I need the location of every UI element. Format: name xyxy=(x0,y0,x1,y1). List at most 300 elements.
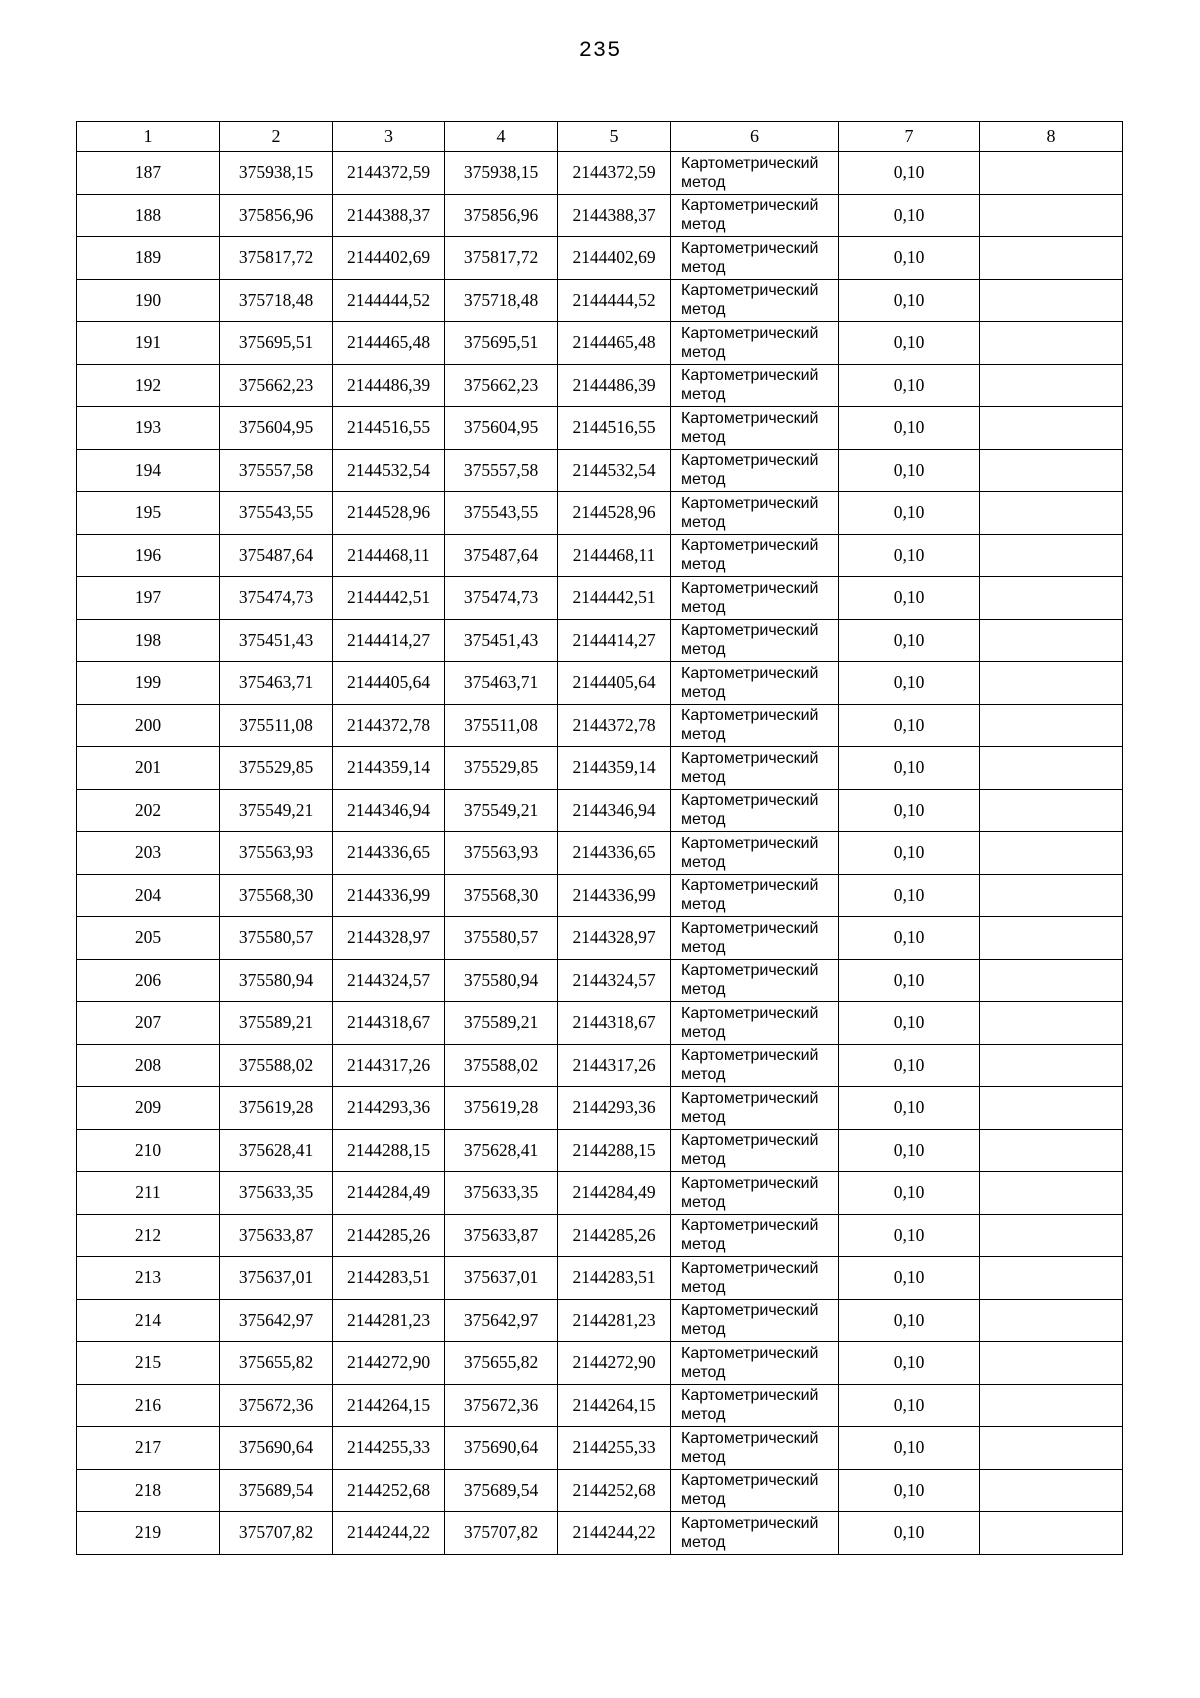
x-coordinate-cell: 375938,15 xyxy=(445,152,558,195)
method-line: Картометрический xyxy=(681,1514,819,1532)
accuracy-cell: 0,10 xyxy=(839,917,980,960)
y-coordinate-cell: 2144336,99 xyxy=(333,874,445,917)
table-row xyxy=(77,959,1123,1002)
empty-cell xyxy=(980,237,1123,280)
x-coordinate-cell: 375619,28 xyxy=(220,1087,333,1130)
x-coordinate-cell: 375637,01 xyxy=(445,1257,558,1300)
x-coordinate-cell: 375662,23 xyxy=(220,364,333,407)
method-line: Картометрический xyxy=(681,154,819,172)
method-line: Картометрический xyxy=(681,962,819,980)
x-coordinate-cell: 375707,82 xyxy=(220,1512,333,1555)
method-line: метод xyxy=(681,556,726,574)
table-row xyxy=(77,1257,1123,1300)
x-coordinate-cell: 375856,96 xyxy=(220,194,333,237)
point-number-cell: 217 xyxy=(77,1427,220,1470)
y-coordinate-cell: 2144468,11 xyxy=(333,534,445,577)
y-coordinate-cell: 2144528,96 xyxy=(558,492,671,535)
x-coordinate-cell: 375662,23 xyxy=(445,364,558,407)
method-line: метод xyxy=(681,683,726,701)
column-header: 3 xyxy=(333,122,445,152)
method-line: Картометрический xyxy=(681,664,819,682)
method-line: метод xyxy=(681,1491,726,1509)
x-coordinate-cell: 375817,72 xyxy=(220,237,333,280)
accuracy-cell: 0,10 xyxy=(839,704,980,747)
method-line: Картометрический xyxy=(681,1472,819,1490)
method-cell xyxy=(671,747,839,790)
method-cell xyxy=(671,1087,839,1130)
accuracy-cell: 0,10 xyxy=(839,1172,980,1215)
y-coordinate-cell: 2144318,67 xyxy=(333,1002,445,1045)
point-number-cell: 198 xyxy=(77,619,220,662)
point-number-cell: 219 xyxy=(77,1512,220,1555)
y-coordinate-cell: 2144388,37 xyxy=(558,194,671,237)
x-coordinate-cell: 375529,85 xyxy=(220,747,333,790)
coordinates-table xyxy=(76,121,1123,1555)
accuracy-cell: 0,10 xyxy=(839,959,980,1002)
x-coordinate-cell: 375474,73 xyxy=(445,577,558,620)
y-coordinate-cell: 2144288,15 xyxy=(333,1129,445,1172)
empty-cell xyxy=(980,449,1123,492)
x-coordinate-cell: 375549,21 xyxy=(220,789,333,832)
y-coordinate-cell: 2144293,36 xyxy=(333,1087,445,1130)
method-cell xyxy=(671,874,839,917)
empty-cell xyxy=(980,1087,1123,1130)
method-line: Картометрический xyxy=(681,834,819,852)
point-number-cell: 200 xyxy=(77,704,220,747)
point-number-cell: 193 xyxy=(77,407,220,450)
x-coordinate-cell: 375487,64 xyxy=(220,534,333,577)
y-coordinate-cell: 2144285,26 xyxy=(333,1214,445,1257)
accuracy-cell: 0,10 xyxy=(839,789,980,832)
x-coordinate-cell: 375695,51 xyxy=(220,322,333,365)
y-coordinate-cell: 2144516,55 xyxy=(333,407,445,450)
method-line: Картометрический xyxy=(681,1217,819,1235)
empty-cell xyxy=(980,1214,1123,1257)
method-cell xyxy=(671,577,839,620)
method-line: метод xyxy=(681,1533,726,1551)
x-coordinate-cell: 375563,93 xyxy=(220,832,333,875)
empty-cell xyxy=(980,1172,1123,1215)
empty-cell xyxy=(980,1129,1123,1172)
method-line: метод xyxy=(681,1193,726,1211)
y-coordinate-cell: 2144405,64 xyxy=(558,662,671,705)
y-coordinate-cell: 2144244,22 xyxy=(558,1512,671,1555)
method-cell xyxy=(671,152,839,195)
table-row xyxy=(77,407,1123,450)
y-coordinate-cell: 2144328,97 xyxy=(333,917,445,960)
x-coordinate-cell: 375655,82 xyxy=(220,1342,333,1385)
method-line: Картометрический xyxy=(681,494,819,512)
x-coordinate-cell: 375938,15 xyxy=(220,152,333,195)
method-cell xyxy=(671,1257,839,1300)
x-coordinate-cell: 375633,87 xyxy=(445,1214,558,1257)
y-coordinate-cell: 2144284,49 xyxy=(333,1172,445,1215)
x-coordinate-cell: 375672,36 xyxy=(445,1384,558,1427)
y-coordinate-cell: 2144283,51 xyxy=(333,1257,445,1300)
x-coordinate-cell: 375568,30 xyxy=(445,874,558,917)
x-coordinate-cell: 375463,71 xyxy=(220,662,333,705)
method-cell xyxy=(671,662,839,705)
point-number-cell: 209 xyxy=(77,1087,220,1130)
x-coordinate-cell: 375563,93 xyxy=(445,832,558,875)
x-coordinate-cell: 375655,82 xyxy=(445,1342,558,1385)
accuracy-cell: 0,10 xyxy=(839,237,980,280)
column-header: 2 xyxy=(220,122,333,152)
y-coordinate-cell: 2144272,90 xyxy=(558,1342,671,1385)
y-coordinate-cell: 2144328,97 xyxy=(558,917,671,960)
accuracy-cell: 0,10 xyxy=(839,407,980,450)
table-row xyxy=(77,1512,1123,1555)
empty-cell xyxy=(980,619,1123,662)
column-header: 4 xyxy=(445,122,558,152)
empty-cell xyxy=(980,1342,1123,1385)
empty-cell xyxy=(980,1512,1123,1555)
x-coordinate-cell: 375817,72 xyxy=(445,237,558,280)
method-cell xyxy=(671,959,839,1002)
point-number-cell: 194 xyxy=(77,449,220,492)
y-coordinate-cell: 2144414,27 xyxy=(558,619,671,662)
page-number: 235 xyxy=(578,38,622,63)
method-line: Картометрический xyxy=(681,792,819,810)
x-coordinate-cell: 375487,64 xyxy=(445,534,558,577)
empty-cell xyxy=(980,534,1123,577)
x-coordinate-cell: 375589,21 xyxy=(220,1002,333,1045)
method-line: метод xyxy=(681,811,726,829)
table-body xyxy=(77,152,1123,1555)
method-cell xyxy=(671,194,839,237)
method-line: метод xyxy=(681,343,726,361)
point-number-cell: 192 xyxy=(77,364,220,407)
column-header: 7 xyxy=(839,122,980,152)
point-number-cell: 201 xyxy=(77,747,220,790)
method-cell xyxy=(671,1512,839,1555)
method-line: Картометрический xyxy=(681,1004,819,1022)
y-coordinate-cell: 2144281,23 xyxy=(333,1299,445,1342)
empty-cell xyxy=(980,194,1123,237)
y-coordinate-cell: 2144283,51 xyxy=(558,1257,671,1300)
y-coordinate-cell: 2144532,54 xyxy=(333,449,445,492)
x-coordinate-cell: 375580,57 xyxy=(220,917,333,960)
point-number-cell: 212 xyxy=(77,1214,220,1257)
point-number-cell: 211 xyxy=(77,1172,220,1215)
method-cell xyxy=(671,1427,839,1470)
method-cell xyxy=(671,1172,839,1215)
y-coordinate-cell: 2144528,96 xyxy=(333,492,445,535)
method-line: метод xyxy=(681,1363,726,1381)
accuracy-cell: 0,10 xyxy=(839,1214,980,1257)
y-coordinate-cell: 2144372,59 xyxy=(558,152,671,195)
y-coordinate-cell: 2144465,48 xyxy=(558,322,671,365)
point-number-cell: 197 xyxy=(77,577,220,620)
x-coordinate-cell: 375588,02 xyxy=(445,1044,558,1087)
method-line: метод xyxy=(681,1278,726,1296)
empty-cell xyxy=(980,407,1123,450)
method-line: метод xyxy=(681,1236,726,1254)
table-row xyxy=(77,152,1123,195)
method-line: Картометрический xyxy=(681,1132,819,1150)
column-header: 1 xyxy=(77,122,220,152)
x-coordinate-cell: 375511,08 xyxy=(445,704,558,747)
method-line: метод xyxy=(681,258,726,276)
x-coordinate-cell: 375463,71 xyxy=(445,662,558,705)
x-coordinate-cell: 375718,48 xyxy=(220,279,333,322)
table-row xyxy=(77,789,1123,832)
method-line: Картометрический xyxy=(681,877,819,895)
x-coordinate-cell: 375474,73 xyxy=(220,577,333,620)
method-cell xyxy=(671,704,839,747)
y-coordinate-cell: 2144414,27 xyxy=(333,619,445,662)
empty-cell xyxy=(980,832,1123,875)
method-line: метод xyxy=(681,1066,726,1084)
y-coordinate-cell: 2144264,15 xyxy=(333,1384,445,1427)
x-coordinate-cell: 375543,55 xyxy=(220,492,333,535)
accuracy-cell: 0,10 xyxy=(839,364,980,407)
empty-cell xyxy=(980,152,1123,195)
method-cell xyxy=(671,534,839,577)
y-coordinate-cell: 2144402,69 xyxy=(558,237,671,280)
y-coordinate-cell: 2144317,26 xyxy=(333,1044,445,1087)
method-cell xyxy=(671,789,839,832)
y-coordinate-cell: 2144468,11 xyxy=(558,534,671,577)
accuracy-cell: 0,10 xyxy=(839,1002,980,1045)
accuracy-cell: 0,10 xyxy=(839,832,980,875)
method-line: Картометрический xyxy=(681,919,819,937)
table-row xyxy=(77,237,1123,280)
method-cell xyxy=(671,1214,839,1257)
x-coordinate-cell: 375689,54 xyxy=(220,1469,333,1512)
method-line: Картометрический xyxy=(681,1174,819,1192)
y-coordinate-cell: 2144272,90 xyxy=(333,1342,445,1385)
method-line: Картометрический xyxy=(681,1344,819,1362)
empty-cell xyxy=(980,279,1123,322)
y-coordinate-cell: 2144516,55 xyxy=(558,407,671,450)
accuracy-cell: 0,10 xyxy=(839,747,980,790)
y-coordinate-cell: 2144255,33 xyxy=(333,1427,445,1470)
y-coordinate-cell: 2144324,57 xyxy=(558,959,671,1002)
x-coordinate-cell: 375642,97 xyxy=(445,1299,558,1342)
y-coordinate-cell: 2144346,94 xyxy=(558,789,671,832)
y-coordinate-cell: 2144288,15 xyxy=(558,1129,671,1172)
method-cell xyxy=(671,1299,839,1342)
table-row xyxy=(77,747,1123,790)
method-cell xyxy=(671,322,839,365)
method-cell xyxy=(671,364,839,407)
accuracy-cell: 0,10 xyxy=(839,152,980,195)
y-coordinate-cell: 2144372,78 xyxy=(333,704,445,747)
x-coordinate-cell: 375588,02 xyxy=(220,1044,333,1087)
table-header-row xyxy=(77,122,1123,152)
table-row xyxy=(77,577,1123,620)
y-coordinate-cell: 2144252,68 xyxy=(333,1469,445,1512)
y-coordinate-cell: 2144336,65 xyxy=(558,832,671,875)
y-coordinate-cell: 2144442,51 xyxy=(558,577,671,620)
y-coordinate-cell: 2144346,94 xyxy=(333,789,445,832)
x-coordinate-cell: 375580,57 xyxy=(445,917,558,960)
y-coordinate-cell: 2144324,57 xyxy=(333,959,445,1002)
empty-cell xyxy=(980,1469,1123,1512)
table-row xyxy=(77,1214,1123,1257)
empty-cell xyxy=(980,789,1123,832)
method-line: метод xyxy=(681,1448,726,1466)
accuracy-cell: 0,10 xyxy=(839,1044,980,1087)
table-row xyxy=(77,1044,1123,1087)
empty-cell xyxy=(980,492,1123,535)
table-row xyxy=(77,1427,1123,1470)
method-line: метод xyxy=(681,938,726,956)
point-number-cell: 199 xyxy=(77,662,220,705)
x-coordinate-cell: 375690,64 xyxy=(220,1427,333,1470)
column-header: 6 xyxy=(671,122,839,152)
table-row xyxy=(77,1129,1123,1172)
method-line: метод xyxy=(681,1151,726,1169)
empty-cell xyxy=(980,704,1123,747)
y-coordinate-cell: 2144402,69 xyxy=(333,237,445,280)
point-number-cell: 204 xyxy=(77,874,220,917)
x-coordinate-cell: 375642,97 xyxy=(220,1299,333,1342)
method-line: Картометрический xyxy=(681,282,819,300)
method-line: Картометрический xyxy=(681,409,819,427)
method-line: метод xyxy=(681,896,726,914)
x-coordinate-cell: 375672,36 xyxy=(220,1384,333,1427)
method-line: Картометрический xyxy=(681,1302,819,1320)
accuracy-cell: 0,10 xyxy=(839,322,980,365)
x-coordinate-cell: 375633,35 xyxy=(445,1172,558,1215)
y-coordinate-cell: 2144465,48 xyxy=(333,322,445,365)
empty-cell xyxy=(980,917,1123,960)
method-cell xyxy=(671,619,839,662)
x-coordinate-cell: 375511,08 xyxy=(220,704,333,747)
y-coordinate-cell: 2144444,52 xyxy=(558,279,671,322)
empty-cell xyxy=(980,1299,1123,1342)
empty-cell xyxy=(980,364,1123,407)
method-line: метод xyxy=(681,768,726,786)
table-row xyxy=(77,492,1123,535)
accuracy-cell: 0,10 xyxy=(839,662,980,705)
x-coordinate-cell: 375619,28 xyxy=(445,1087,558,1130)
accuracy-cell: 0,10 xyxy=(839,577,980,620)
table-row xyxy=(77,1002,1123,1045)
method-cell xyxy=(671,1342,839,1385)
method-line: Картометрический xyxy=(681,324,819,342)
accuracy-cell: 0,10 xyxy=(839,449,980,492)
method-line: Картометрический xyxy=(681,1387,819,1405)
empty-cell xyxy=(980,874,1123,917)
empty-cell xyxy=(980,662,1123,705)
method-cell xyxy=(671,1129,839,1172)
y-coordinate-cell: 2144486,39 xyxy=(333,364,445,407)
accuracy-cell: 0,10 xyxy=(839,1129,980,1172)
point-number-cell: 205 xyxy=(77,917,220,960)
method-cell xyxy=(671,492,839,535)
point-number-cell: 195 xyxy=(77,492,220,535)
point-number-cell: 190 xyxy=(77,279,220,322)
accuracy-cell: 0,10 xyxy=(839,1299,980,1342)
accuracy-cell: 0,10 xyxy=(839,534,980,577)
table-row xyxy=(77,1087,1123,1130)
point-number-cell: 214 xyxy=(77,1299,220,1342)
table-row xyxy=(77,449,1123,492)
x-coordinate-cell: 375633,87 xyxy=(220,1214,333,1257)
x-coordinate-cell: 375707,82 xyxy=(445,1512,558,1555)
point-number-cell: 202 xyxy=(77,789,220,832)
x-coordinate-cell: 375689,54 xyxy=(445,1469,558,1512)
method-line: Картометрический xyxy=(681,197,819,215)
y-coordinate-cell: 2144336,99 xyxy=(558,874,671,917)
method-line: Картометрический xyxy=(681,749,819,767)
point-number-cell: 215 xyxy=(77,1342,220,1385)
y-coordinate-cell: 2144405,64 xyxy=(333,662,445,705)
x-coordinate-cell: 375580,94 xyxy=(220,959,333,1002)
empty-cell xyxy=(980,577,1123,620)
accuracy-cell: 0,10 xyxy=(839,1087,980,1130)
point-number-cell: 191 xyxy=(77,322,220,365)
method-line: метод xyxy=(681,386,726,404)
empty-cell xyxy=(980,1384,1123,1427)
accuracy-cell: 0,10 xyxy=(839,1257,980,1300)
y-coordinate-cell: 2144281,23 xyxy=(558,1299,671,1342)
y-coordinate-cell: 2144388,37 xyxy=(333,194,445,237)
point-number-cell: 218 xyxy=(77,1469,220,1512)
y-coordinate-cell: 2144284,49 xyxy=(558,1172,671,1215)
method-line: метод xyxy=(681,981,726,999)
point-number-cell: 210 xyxy=(77,1129,220,1172)
x-coordinate-cell: 375580,94 xyxy=(445,959,558,1002)
point-number-cell: 188 xyxy=(77,194,220,237)
x-coordinate-cell: 375568,30 xyxy=(220,874,333,917)
y-coordinate-cell: 2144359,14 xyxy=(333,747,445,790)
empty-cell xyxy=(980,1002,1123,1045)
point-number-cell: 196 xyxy=(77,534,220,577)
y-coordinate-cell: 2144285,26 xyxy=(558,1214,671,1257)
method-line: Картометрический xyxy=(681,1047,819,1065)
empty-cell xyxy=(980,1257,1123,1300)
method-line: Картометрический xyxy=(681,239,819,257)
empty-cell xyxy=(980,959,1123,1002)
method-line: метод xyxy=(681,1321,726,1339)
method-line: Картометрический xyxy=(681,707,819,725)
x-coordinate-cell: 375451,43 xyxy=(445,619,558,662)
y-coordinate-cell: 2144372,59 xyxy=(333,152,445,195)
accuracy-cell: 0,10 xyxy=(839,1427,980,1470)
method-line: метод xyxy=(681,853,726,871)
method-line: метод xyxy=(681,726,726,744)
method-line: метод xyxy=(681,471,726,489)
x-coordinate-cell: 375856,96 xyxy=(445,194,558,237)
column-header: 5 xyxy=(558,122,671,152)
table-row xyxy=(77,1469,1123,1512)
table-row xyxy=(77,1384,1123,1427)
x-coordinate-cell: 375628,41 xyxy=(445,1129,558,1172)
table-row xyxy=(77,917,1123,960)
accuracy-cell: 0,10 xyxy=(839,1469,980,1512)
method-line: метод xyxy=(681,428,726,446)
method-line: метод xyxy=(681,641,726,659)
x-coordinate-cell: 375589,21 xyxy=(445,1002,558,1045)
table-row xyxy=(77,1172,1123,1215)
table-row xyxy=(77,619,1123,662)
y-coordinate-cell: 2144442,51 xyxy=(333,577,445,620)
point-number-cell: 207 xyxy=(77,1002,220,1045)
method-cell xyxy=(671,1044,839,1087)
method-line: метод xyxy=(681,513,726,531)
x-coordinate-cell: 375557,58 xyxy=(445,449,558,492)
x-coordinate-cell: 375604,95 xyxy=(220,407,333,450)
point-number-cell: 213 xyxy=(77,1257,220,1300)
x-coordinate-cell: 375549,21 xyxy=(445,789,558,832)
method-line: Картометрический xyxy=(681,1259,819,1277)
accuracy-cell: 0,10 xyxy=(839,1342,980,1385)
accuracy-cell: 0,10 xyxy=(839,492,980,535)
